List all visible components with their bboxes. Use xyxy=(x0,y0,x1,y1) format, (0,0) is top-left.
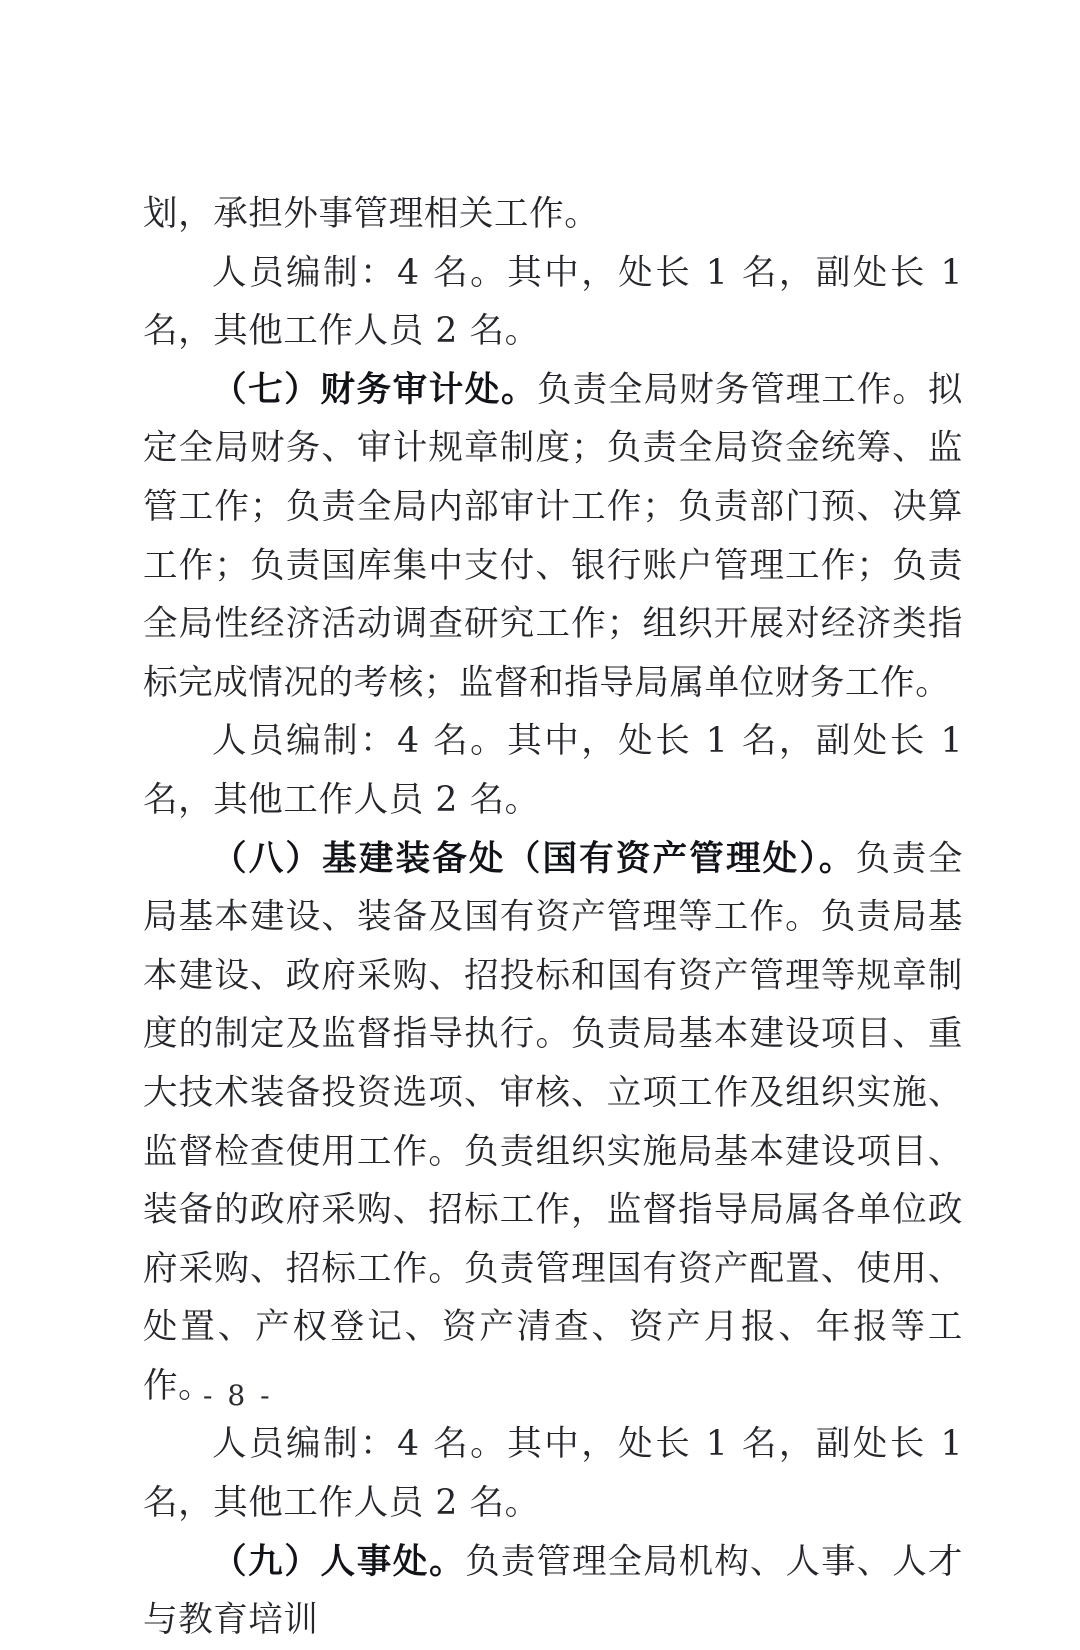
paragraph-section-9-personnel xyxy=(143,1533,963,1650)
paragraph-text: 人员编制：4 名。其中，处长 1 名，副处长 1 名，其他工作人员 2 名。 xyxy=(143,252,963,352)
paragraph-text: 人员编制：4 名。其中，处长 1 名，副处长 1 名，其他工作人员 2 名。 xyxy=(143,721,963,820)
document-body xyxy=(143,185,963,1650)
paragraph-staffing-infrastructure-equipment xyxy=(143,1415,963,1532)
paragraph-text: 负责管理全局机构、人事、人才与教育培训 xyxy=(143,1541,963,1641)
paragraph-text: 划，承担外事管理相关工作。 xyxy=(143,194,600,234)
paragraph-text: 负责全局基本建设、装备及国有资产管理等工作。负责局基本建设、政府采购、招投标和国有资产管理等规章制度的制定及监督指导执行。负责局基本建设项目、重大技术装备投资选项、审核、立项工作及组织实施、监督检查使用工作。负责组织实施局基本建设项目、装备的政府采购、招标工作，监督指导局属各单位政府采购、招标工作。负责管理国有资产配置、使用、处置、产权登记、资产清查、资产月报、年报等工作。 xyxy=(143,838,963,1406)
paragraph-continued-foreign-affairs xyxy=(143,185,963,244)
paragraph-section-7-finance-audit xyxy=(143,361,963,713)
paragraph-section-8-infrastructure-equipment xyxy=(143,830,963,1416)
section-heading-9: （九）人事处。 xyxy=(212,1541,466,1582)
paragraph-staffing-foreign-affairs xyxy=(143,244,963,361)
section-heading-8: （八）基建装备处（国有资产管理处）。 xyxy=(212,838,856,879)
paragraph-text: 人员编制：4 名。其中，处长 1 名，副处长 1 名，其他工作人员 2 名。 xyxy=(143,1424,963,1524)
section-heading-7: （七）财务审计处。 xyxy=(212,369,538,410)
page-number-footer: - 8 - xyxy=(203,1379,273,1412)
paragraph-text: 负责全局财务管理工作。拟定全局财务、审计规章制度；负责全局资金统筹、监管工作；负责全局内部审计工作；负责部门预、决算工作；负责国库集中支付、银行账户管理工作；负责全局性经济活动调查研究工作；组织开展对经济类指标完成情况的考核；监督和指导局属单位财务工作。 xyxy=(143,369,963,703)
paragraph-staffing-finance-audit xyxy=(143,712,963,829)
